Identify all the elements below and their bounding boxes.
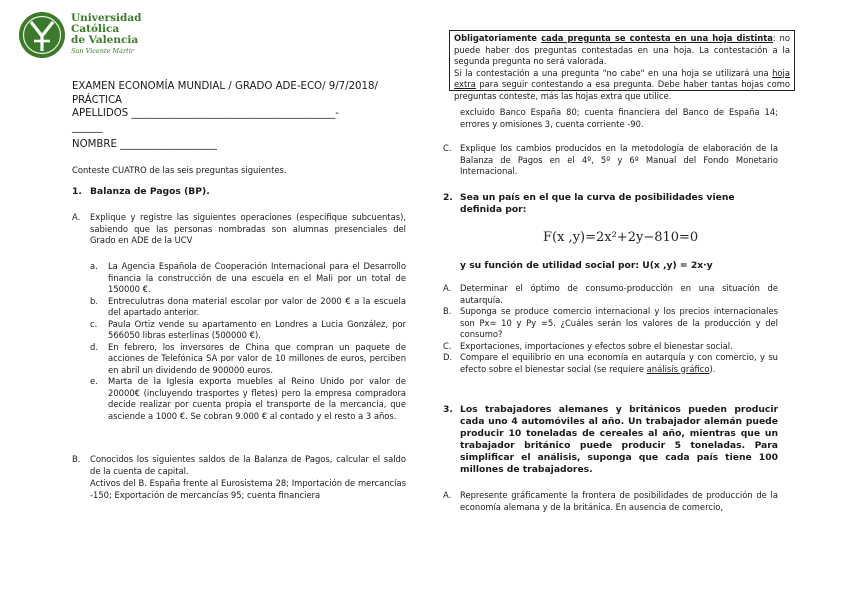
q1-b-text-2: Activos del B. España frente al Eurosistema 28; Importación de mercancías -150; Exportación de mercancías 95; cuenta financiera — [90, 478, 406, 500]
instruction: Conteste CUATRO de las seis preguntas siguientes. — [72, 165, 287, 175]
q1-b-marker: B. — [72, 454, 81, 464]
notice-bold: Obligatoriamente — [454, 33, 542, 43]
item-marker: d. — [90, 341, 98, 352]
q1-b-text-3: excluido Banco España 80; cuenta financiera del Banco de España 14; errores y omisiones 3, cuenta corriente -90. — [460, 107, 778, 129]
item-marker: c. — [90, 318, 98, 329]
q2-utility: y su función de utilidad social por: U(x ,y) = 2x·y — [460, 260, 713, 271]
q3-number: 3. — [443, 404, 453, 415]
exam-subtitle: PRÁCTICA — [72, 95, 123, 106]
q2-number: 2. — [443, 192, 453, 203]
university-logo — [17, 10, 142, 62]
item-text: La Agencia Española de Cooperación Internacional para el Desarrollo financia la construcción de una escuela en el Mali por un total de 150000 €. — [108, 261, 406, 294]
item-marker: B. — [443, 306, 452, 316]
q3-title: Los trabajadores alemanes y británicos pueden producir cada uno 4 automóviles al año. Un trabajador alemán puede producir 10 toneladas de cereales al año, mientras que un trabajador británico puede producir 5 toneladas. Para simplificar el análisis, suponga que cada país tiene 100 millones de trabajadores. — [460, 404, 778, 475]
logo-line3: de Valencia — [71, 34, 139, 46]
list-item — [90, 376, 406, 422]
logo-line2: Católica — [71, 23, 120, 35]
nombre-field: NOMBRE ___________________ — [72, 139, 217, 150]
item-marker: D. — [443, 352, 453, 362]
apellidos-field-cont: ______ — [72, 122, 103, 133]
q2-title: Sea un país en el que la curva de posibilidades viene definida por: — [460, 192, 735, 215]
item-marker: b. — [90, 295, 98, 306]
item-text-part: ). — [709, 363, 716, 374]
university-emblem-icon — [17, 10, 67, 60]
q3-a-text: Represente gráficamente la frontera de posibilidades de producción de la economía alemana y de la británica. En ausencia de comercio, — [460, 490, 778, 512]
q2-formula: F(x ,y)=2x²+2y−810=0 — [543, 230, 699, 245]
item-text — [460, 352, 778, 375]
item-text: Marta de la Iglesia exporta muebles al Reino Unido por valor de 20000€ (incluyendo trasportes y fletes) pero la empresa compradora decide realizar por cuenta propia el transporte de la mercancía, que asciende a 1000 €. Se cobran 9.000 € al contado y el resto a 3 años. — [108, 376, 406, 421]
item-text-part: Compare el equilibrio en una economía en autarquía y con comercio, y su efecto sobre el bienestar social (se requiere — [460, 352, 778, 374]
notice-paragraph-2 — [454, 68, 790, 103]
notice-p2-underlined: hoja extra — [454, 67, 790, 89]
item-text: Paula Ortiz vende su apartamento en Londres a Lucia González, por 566050 libras esterlinas (500000 €). — [108, 318, 406, 340]
notice-bold-underlined: cada pregunta se contesta en una hoja distinta — [541, 33, 773, 43]
logo-line1: Universidad — [71, 12, 142, 24]
q1-b-text: Conocidos los siguientes saldos de la Balanza de Pagos, calcular el saldo de la cuenta de capital. — [90, 454, 406, 476]
exam-title: EXAMEN ECONOMÍA MUNDIAL / GRADO ADE-ECO/ 9/7/2018/ — [72, 81, 378, 92]
apellidos-field: APELLIDOS ________________________________________- — [72, 108, 339, 119]
list-item — [443, 283, 778, 306]
item-text: Entreculutras dona material escolar por valor de 2000 € a la escuela del apartado anterior. — [108, 295, 406, 317]
notice-box — [449, 30, 795, 101]
q1-a-list — [90, 261, 406, 422]
notice-paragraph-1 — [454, 33, 790, 68]
q1-title: Balanza de Pagos (BP). — [90, 186, 210, 197]
item-text: En febrero, los inversores de China que compran un paquete de acciones de Telefónica SA por valor de 10 millones de euros, perciben en abril un dividendo de 900000 euros. — [108, 341, 406, 375]
q1-c-marker: C. — [443, 143, 452, 153]
list-item — [90, 319, 406, 342]
item-text: Exportaciones, importaciones y efectos sobre el bienestar social. — [460, 340, 733, 351]
item-marker: C. — [443, 340, 452, 351]
list-item — [443, 306, 778, 341]
list-item — [90, 261, 406, 296]
q1-a-text: Explique y registre las siguientes operaciones (especifique subcuentas), sabiendo que las personas nombradas son alumnas presenciales del Grado en ADE de la UCV — [90, 212, 406, 245]
item-marker: A. — [443, 283, 452, 293]
item-text-underlined: análisis gráfico — [646, 363, 710, 374]
q3-a-marker: A. — [443, 490, 452, 500]
list-item — [90, 296, 406, 319]
list-item — [443, 352, 778, 375]
notice-p2-b: para seguir contestando a esa pregunta. Debe haber tantas hojas como preguntas conteste, más las hojas extra que utilice. — [454, 79, 790, 101]
item-text: Determinar el óptimo de consumo-producción en una situación de autarquía. — [460, 283, 778, 305]
q1-a-marker: A. — [72, 212, 81, 222]
list-item — [90, 342, 406, 377]
item-marker: a. — [90, 261, 98, 271]
q1-number: 1. — [72, 186, 82, 197]
notice-rest: : no puede haber dos preguntas contestadas en una hoja. La contestación a la segunda pregunta no será valorada. — [454, 33, 790, 66]
q2-list — [443, 283, 778, 375]
q1-c-text: Explique los cambios producidos en la metodología de elaboración de la Balanza de Pagos en el 4º, 5º y 6º Manual del Fondo Monetario Internacional. — [460, 143, 778, 176]
logo-line4: San Vicente Mártir — [71, 47, 134, 55]
item-text: Suponga se produce comercio internacional y los precios internacionales son Px= 10 y Py =5. ¿Cuáles serán los valores de la producción y del consumo? — [460, 306, 778, 339]
list-item — [443, 341, 778, 353]
notice-p2-a: Si la contestación a una pregunta "no cabe" en una hoja se utilizará una — [454, 67, 773, 78]
item-marker: e. — [90, 376, 98, 386]
